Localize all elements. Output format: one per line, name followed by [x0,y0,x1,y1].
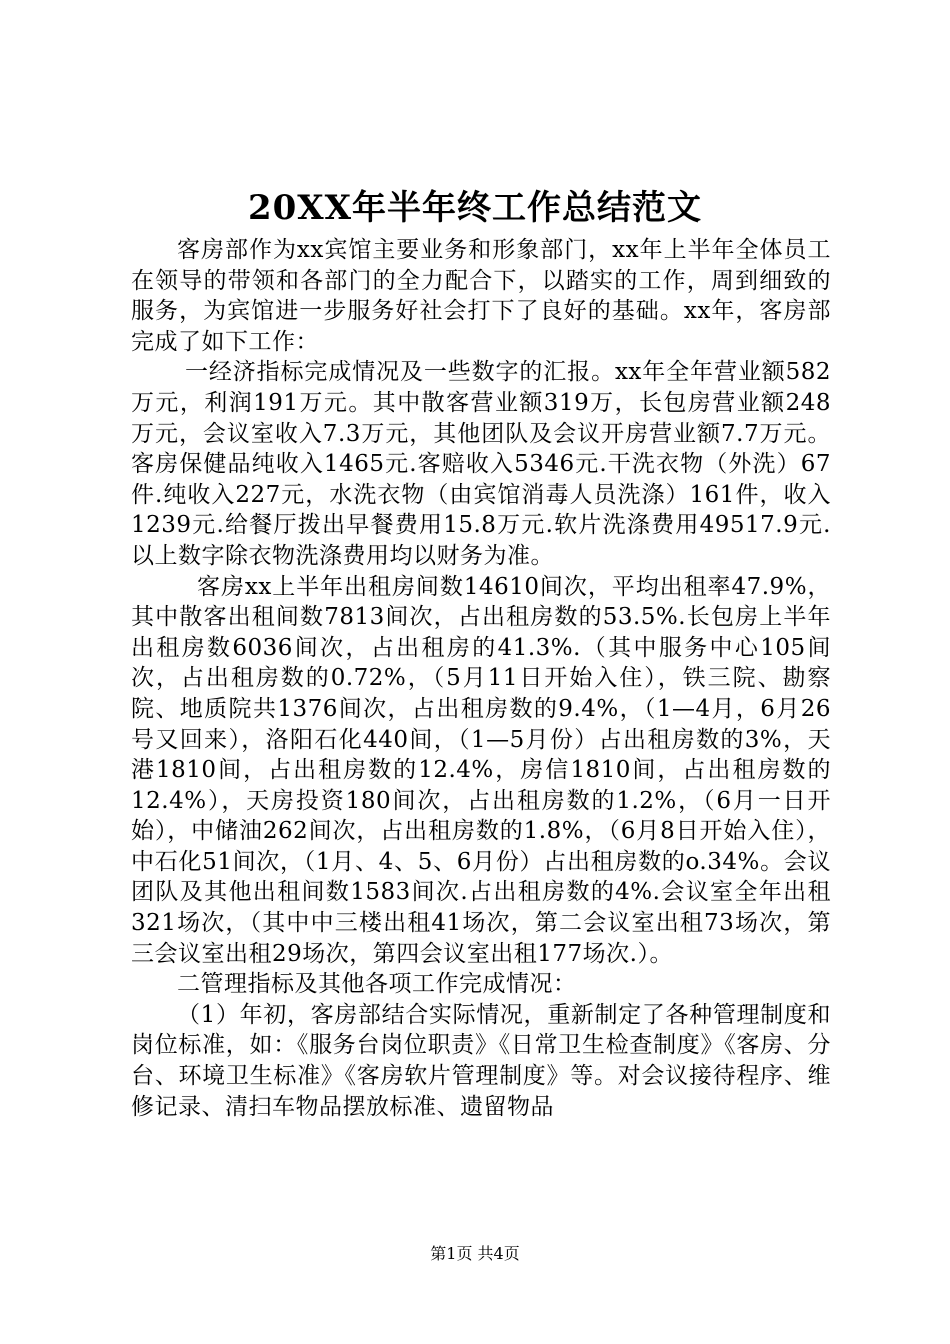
document-title: 20XX年半年终工作总结范文 [247,188,703,228]
paragraph-economic-indicators: 一经济指标完成情况及一些数字的汇报。xx年全年营业额582万元，利润191万元。其中散客营业额319万，长包房营业额248万元，会议室收入7.3万元，其他团队及会议开房营业额7.7万元。客房保健品纯收入1465元.客赔收入5346元.干洗衣物（外洗）67件.纯收入227元，水洗衣物（由宾馆消毒人员洗涤）161件，收入1239元.给餐厅拨出早餐费用15.8万元.软片洗涤费用49517.9元.以上数字除衣物洗涤费用均以财务为准。 [131,359,831,569]
paragraph-management-heading: 二管理指标及其他各项工作完成情况： [177,971,577,998]
paragraph-intro: 客房部作为xx宾馆主要业务和形象部门，xx年上半年全体员工在领导的带领和各部门的全力配合下，以踏实的工作，周到细致的服务，为宾馆进一步服务好社会打下了良好的基础。xx年，客房部完成了如下工作： [131,237,831,355]
paragraph-management-item-1: （1）年初，客房部结合实际情况，重新制定了各种管理制度和岗位标准，如：《服务台岗位职责》《日常卫生检查制度》《客房、分台、环境卫生标准》《客房软片管理制度》等。对会议接待程序、维修记录、清扫车物品摆放标准、遗留物品 [131,1001,831,1120]
paragraph-room-rental: 客房xx上半年出租房间数14610间次，平均出租率47.9%，其中散客出租间数7813间次，占出租房数的53.5%.长包房上半年出租房数6036间次，占出租房的41.3%.（其中服务中心105间次，占出租房数的0.72%，（5月11日开始入住），铁三院、勘察院、地质院共1376间次，占出租房数的9.4%，（1—4月，6月26号又回来），洛阳石化440间，（1—5月份）占出租房数的3%，天港1810间，占出租房数的12.4%，房信1810间，占出租房数的12.4%），天房投资180间次，占出租房数的1.2%，（6月一日开始），中储油262间次，占出租房数的1.8%，（6月8日开始入住），中石化51间次，（1月、4、5、6月份）占出租房数的o.34%。会议团队及其他出租间数1583间次.占出租房数的4%.会议室全年出租321场次，（其中中三楼出租41场次，第二会议室出租73场次，第三会议室出租29场次，第四会议室出租177场次.）。 [131,573,831,967]
document-body [131,235,831,1122]
page-number-footer: 第1页 共4页 [430,1244,520,1263]
